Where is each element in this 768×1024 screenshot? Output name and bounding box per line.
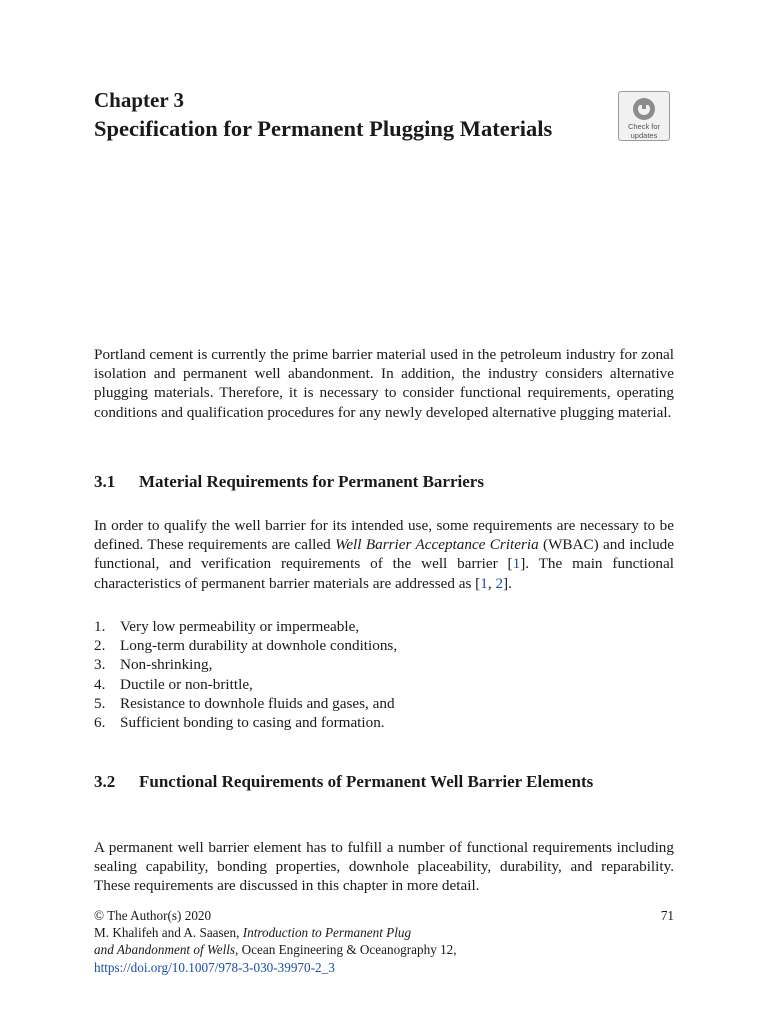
section-2-paragraph: A permanent well barrier element has to fulfill a number of functional requirements including sealing capability, bonding properties, downhole placeability, durability, and reparability. These requirements are discussed in this chapter in more detail. (94, 839, 674, 895)
list-text: Sufficient bonding to casing and formation. (120, 714, 385, 732)
chapter-title: Specification for Permanent Plugging Materials (94, 116, 553, 141)
list-item (94, 617, 674, 636)
list-item (94, 655, 674, 674)
list-text: Resistance to downhole fluids and gases, and (120, 694, 395, 712)
list-text: Very low permeability or impermeable, (120, 618, 360, 635)
list-text: Ductile or non-brittle, (120, 675, 253, 693)
list-number: 5. (94, 694, 106, 712)
list-number: 3. (94, 656, 106, 674)
footer (94, 907, 674, 976)
page-number: 71 (660, 908, 674, 923)
series: , Ocean Engineering & Oceanography 12, (235, 942, 457, 958)
list-number: 6. (94, 714, 106, 732)
citation-link[interactable]: 2 (495, 574, 504, 592)
doi-link[interactable]: https://doi.org/10.1007/978-3-030-39970-2_3 (94, 959, 335, 975)
section-1-paragraph (94, 516, 674, 593)
list-item (94, 636, 674, 655)
book-title: Introduction to Permanent Plug (242, 925, 412, 941)
section-heading-3-2 (94, 771, 674, 793)
paragraph-text: In order to qualify the well barrier for its intended use, some requirements are necessary to be defined. These requirements are called (94, 517, 674, 554)
list-item (94, 713, 674, 732)
paragraph-text: (WBAC) and include functional, and verification requirements of the well barrier [ (94, 536, 675, 573)
section-heading-3-1 (94, 471, 674, 493)
list-item (94, 694, 674, 713)
copyright: © The Author(s) 2020 (94, 908, 212, 923)
intro-paragraph: Portland cement is currently the prime barrier material used in the petroleum industry for zonal isolation and permanent well abandonment. In addition, the industry considers alternative plugging materials. Therefore, it is necessary to consider functional requirements, operating conditions and qualification procedures for any newly developed alternative plugging material. (94, 346, 674, 421)
paragraph-text: ]. The main functional characteristics of permanent barrier materials are addressed as [ (94, 555, 674, 592)
list-text: Non-shrinking, (120, 656, 213, 674)
list-text: Long-term durability at downhole conditions, (120, 637, 398, 655)
citation-link[interactable]: 1 (512, 555, 521, 573)
authors: M. Khalifeh and A. Saasen, (94, 925, 243, 941)
citation-separator: , (487, 574, 496, 592)
check-for-updates-badge[interactable] (618, 91, 670, 141)
list-item (94, 675, 674, 694)
section-number: 3.1 (94, 472, 116, 491)
list-number: 2. (94, 637, 106, 655)
section-title: Functional Requirements of Permanent Well Barrier Elements (139, 772, 594, 791)
citation-line-2 (94, 941, 674, 958)
list-number: 1. (94, 618, 106, 635)
list-number: 4. (94, 675, 106, 693)
section-number: 3.2 (94, 772, 116, 791)
page (94, 0, 674, 1024)
section-title: Material Requirements for Permanent Barriers (139, 472, 484, 491)
book-title: and Abandonment of Wells (94, 942, 236, 958)
citation-line-1 (94, 924, 674, 941)
check-for-updates-icon (631, 96, 657, 122)
badge-label-1: Check for (627, 122, 661, 131)
wbac-term: Well Barrier Acceptance Criteria (335, 536, 539, 554)
requirements-list (94, 617, 674, 732)
citation-link[interactable]: 1 (480, 574, 488, 592)
badge-label-2: updates (630, 131, 658, 140)
paragraph-text: ]. (503, 574, 512, 592)
chapter-label: Chapter 3 (94, 88, 185, 112)
